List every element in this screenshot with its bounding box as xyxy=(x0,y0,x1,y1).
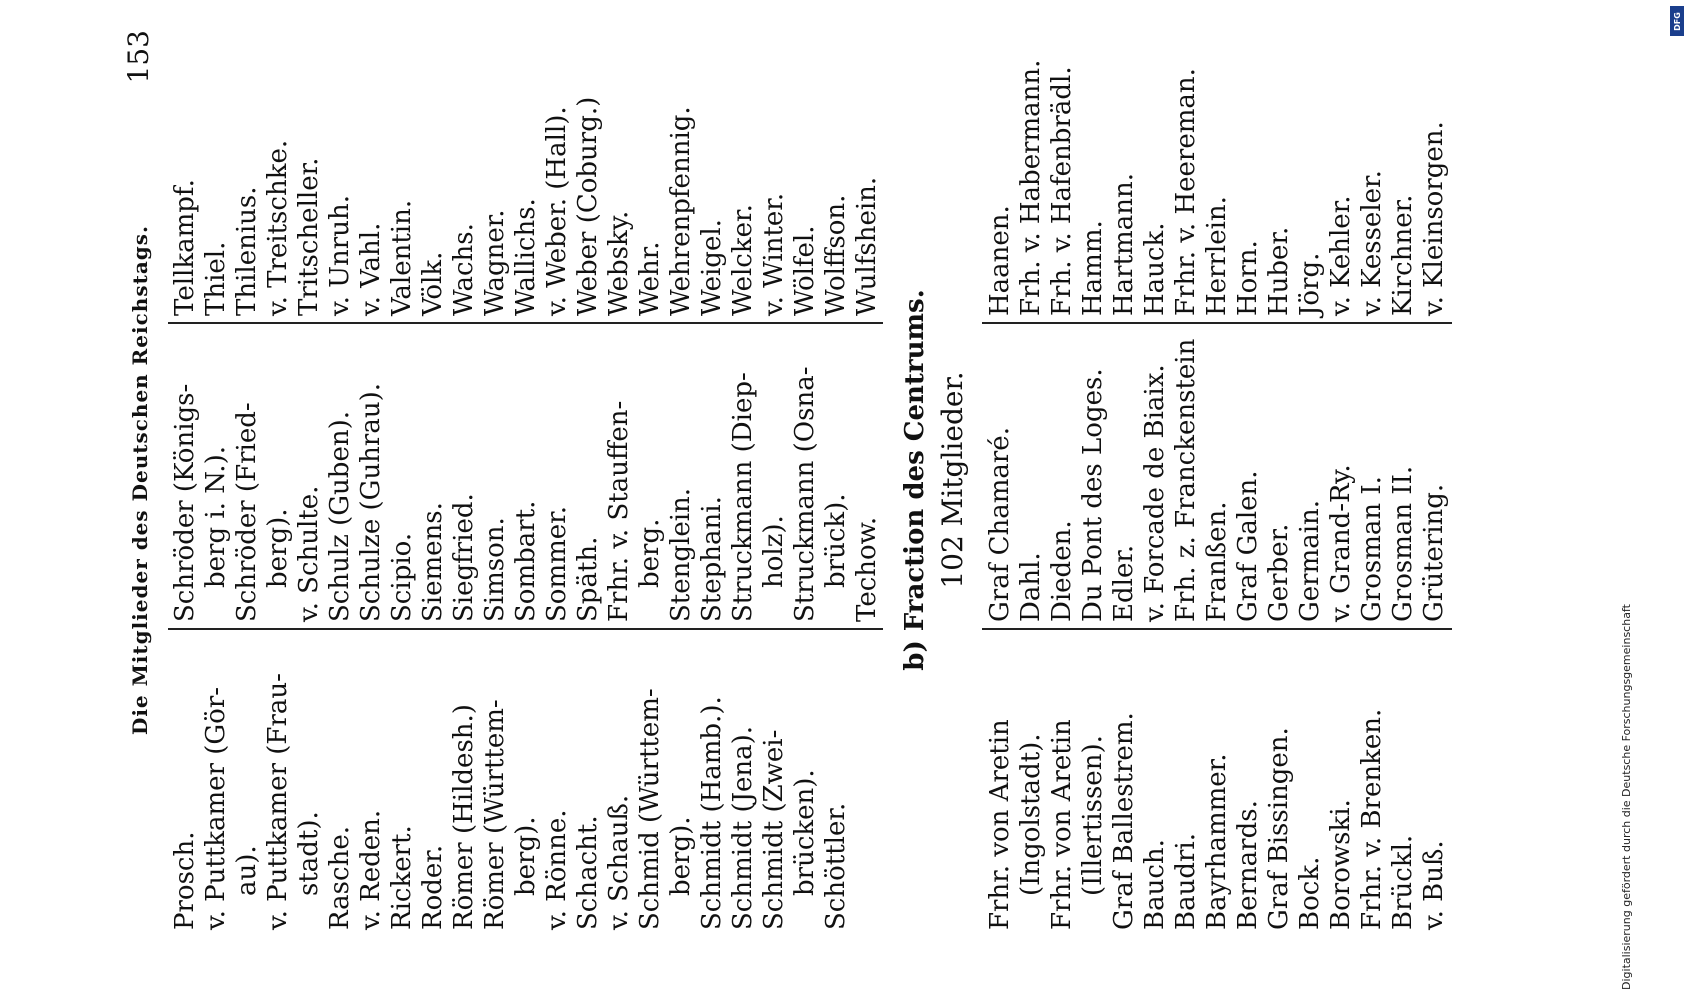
name-entry: v. Buß. xyxy=(1419,840,1449,930)
name-entry: Kirchner. xyxy=(1388,194,1418,316)
name-entry: Späth. xyxy=(573,536,603,622)
name-entry: Grosman II. xyxy=(1388,465,1418,622)
name-entry: Graf Bissingen. xyxy=(1264,727,1294,930)
name-entry: v. Vahl. xyxy=(356,222,386,316)
top-column-3 xyxy=(170,26,883,316)
name-entry: Wagner. xyxy=(480,209,510,316)
name-entry: Struckmann (Osna- xyxy=(790,366,820,622)
name-entry: Brückl. xyxy=(1388,834,1418,930)
name-entry: Schulze (Guhrau). xyxy=(356,382,386,622)
name-entry: Siemens. xyxy=(418,502,448,622)
name-entry: Welcker. xyxy=(728,204,758,316)
name-entry: brück). xyxy=(821,493,851,588)
name-entry: brücken). xyxy=(790,769,820,896)
name-entry: Grütering. xyxy=(1419,483,1449,622)
name-entry: Techow. xyxy=(852,516,882,622)
name-entry: Frhr. v. Stauffen- xyxy=(604,400,634,622)
name-entry: Schulz (Guben). xyxy=(325,411,355,622)
name-entry: Bernards. xyxy=(1233,800,1263,930)
name-entry: Dieden. xyxy=(1047,520,1077,622)
name-entry: Frh. v. Habermann. xyxy=(1016,59,1046,316)
name-entry: Schmidt (Zwei- xyxy=(759,729,789,930)
running-title: Die Mitglieder des Deutschen Reichstags. xyxy=(128,224,152,736)
name-entry: Wehrenpfennig. xyxy=(666,106,696,316)
page-number: 153 xyxy=(122,30,155,84)
name-entry: v. Forcade de Biaix. xyxy=(1140,364,1170,622)
rotated-page xyxy=(120,30,920,930)
name-entry: holz). xyxy=(759,515,789,588)
section-heading: b) Fraction des Centrums. xyxy=(900,289,930,671)
page-header xyxy=(120,30,156,930)
name-entry: Hauck. xyxy=(1140,222,1170,316)
name-entry: Websky. xyxy=(604,210,634,316)
name-entry: Wölfel. xyxy=(790,225,820,316)
name-entry: Graf Chamaré. xyxy=(985,427,1015,622)
bottom-column-1 xyxy=(985,640,1450,930)
column-divider xyxy=(982,628,1452,630)
name-entry: v. Weber. (Hall). xyxy=(542,106,572,316)
column-divider xyxy=(168,628,883,630)
name-entry: Römer (Hildesh.) xyxy=(449,704,479,930)
name-entry: (Ingolstadt). xyxy=(1016,733,1046,896)
name-entry: Gerber. xyxy=(1264,523,1294,622)
name-entry: Prosch. xyxy=(170,831,200,930)
name-entry: Frhr. v. Brenken. xyxy=(1357,708,1387,930)
name-entry: Rickert. xyxy=(387,825,417,930)
name-entry: Roder. xyxy=(418,844,448,930)
column-divider xyxy=(982,322,1452,324)
name-entry: Weigel. xyxy=(697,219,727,316)
name-entry: v. Schulte. xyxy=(294,485,324,622)
name-entry: Franßen. xyxy=(1202,501,1232,622)
name-entry: berg). xyxy=(263,508,293,588)
name-entry: Hartmann. xyxy=(1109,173,1139,316)
name-entry: Borowski. xyxy=(1326,799,1356,930)
name-entry: Scipio. xyxy=(387,532,417,622)
name-entry: Römer (Württem- xyxy=(480,699,510,930)
name-entry: Schmidt (Jena). xyxy=(728,725,758,930)
name-entry: v. Grand-Ry. xyxy=(1326,464,1356,622)
name-entry: Tellkampf. xyxy=(170,179,200,316)
name-entry: v. Treitschke. xyxy=(263,139,293,316)
name-entry: Stenglein. xyxy=(666,487,696,622)
name-entry: berg). xyxy=(666,816,696,896)
name-entry: Valentin. xyxy=(387,199,417,316)
name-entry: v. Unruh. xyxy=(325,195,355,316)
name-entry: v. Puttkamer (Frau- xyxy=(263,673,293,930)
member-count: 102 Mitglieder. xyxy=(936,371,969,589)
name-entry: Wehr. xyxy=(635,241,665,316)
bottom-column-3 xyxy=(985,26,1450,316)
name-entry: au). xyxy=(232,845,262,896)
name-entry: Thilenius. xyxy=(232,186,262,316)
name-entry: Thiel. xyxy=(201,241,231,316)
name-entry: Schmidt (Hamb.). xyxy=(697,696,727,930)
name-entry: Sombart. xyxy=(511,500,541,622)
name-entry: Edler. xyxy=(1109,544,1139,622)
name-entry: v. Kesseler. xyxy=(1357,170,1387,316)
name-entry: Bauch. xyxy=(1140,839,1170,930)
name-entry: Stephani. xyxy=(697,496,727,622)
bottom-column-2 xyxy=(985,332,1450,622)
name-entry: berg i. N.). xyxy=(201,446,231,588)
name-entry: Rasche. xyxy=(325,826,355,930)
name-entry: Dahl. xyxy=(1016,552,1046,622)
name-entry: Bock. xyxy=(1295,856,1325,930)
name-entry: Graf Galen. xyxy=(1233,470,1263,622)
name-entry: Frh. z. Franckenstein xyxy=(1171,338,1201,622)
name-entry: v. Kehler. xyxy=(1326,195,1356,316)
name-entry: Tritscheller. xyxy=(294,157,324,316)
name-entry: Wolffson. xyxy=(821,194,851,316)
name-entry: Schacht. xyxy=(573,815,603,930)
name-entry: stadt). xyxy=(294,811,324,896)
top-column-2 xyxy=(170,332,883,622)
name-entry: v. Kleinsorgen. xyxy=(1419,121,1449,316)
name-entry: Hamm. xyxy=(1078,220,1108,316)
name-entry: Herrlein. xyxy=(1202,196,1232,316)
name-entry: Schmid (Württem- xyxy=(635,688,665,930)
name-entry: Völk. xyxy=(418,251,448,316)
name-entry: v. Reden. xyxy=(356,809,386,930)
name-entry: Graf Ballestrem. xyxy=(1109,712,1139,930)
name-entry: berg). xyxy=(511,816,541,896)
name-entry: Grosman I. xyxy=(1357,476,1387,622)
name-entry: Weber (Coburg.) xyxy=(573,96,603,316)
dfg-logo xyxy=(1670,6,1684,36)
top-column-1 xyxy=(170,640,852,930)
name-entry: Du Pont des Loges. xyxy=(1078,368,1108,622)
name-entry: Wulfshein. xyxy=(852,176,882,316)
name-entry: (Illertissen). xyxy=(1078,735,1108,896)
name-entry: Schröder (Fried- xyxy=(232,402,262,622)
name-entry: v. Winter. xyxy=(759,192,789,316)
name-entry: Jörg. xyxy=(1295,252,1325,316)
name-entry: Wallichs. xyxy=(511,198,541,316)
name-entry: Frhr. von Aretin xyxy=(985,719,1015,930)
name-entry: Germain. xyxy=(1295,499,1325,622)
name-entry: Sommer. xyxy=(542,506,572,622)
name-entry: Struckmann (Diep- xyxy=(728,372,758,622)
name-entry: Bayrhammer. xyxy=(1202,753,1232,930)
name-entry: v. Schauß. xyxy=(604,794,634,930)
name-entry: Frhr. von Aretin xyxy=(1047,719,1077,930)
name-entry: Frhr. v. Heereman. xyxy=(1171,68,1201,316)
name-entry: Horn. xyxy=(1233,240,1263,316)
name-entry: Wachs. xyxy=(449,223,479,316)
name-entry: Siegfried. xyxy=(449,493,479,622)
dfg-logo-text: DFG xyxy=(1672,11,1682,31)
column-divider xyxy=(168,322,883,324)
name-entry: v. Rönne. xyxy=(542,809,572,930)
name-entry: Baudri. xyxy=(1171,832,1201,930)
name-entry: berg. xyxy=(635,518,665,588)
name-entry: Simson. xyxy=(480,517,510,622)
name-entry: Schöttler. xyxy=(821,802,851,930)
name-entry: v. Puttkamer (Gör- xyxy=(201,686,231,930)
name-entry: Frh. v. Hafenbrädl. xyxy=(1047,66,1077,316)
name-entry: Schröder (Königs- xyxy=(170,383,200,622)
name-entry: Haanen. xyxy=(985,205,1015,316)
rotated-page-lower xyxy=(900,30,1686,930)
name-entry: Huber. xyxy=(1264,226,1294,316)
digitization-credit: Digitalisierung gefördert durch die Deutsche Forschungsgemeinschaft xyxy=(1620,604,1633,990)
